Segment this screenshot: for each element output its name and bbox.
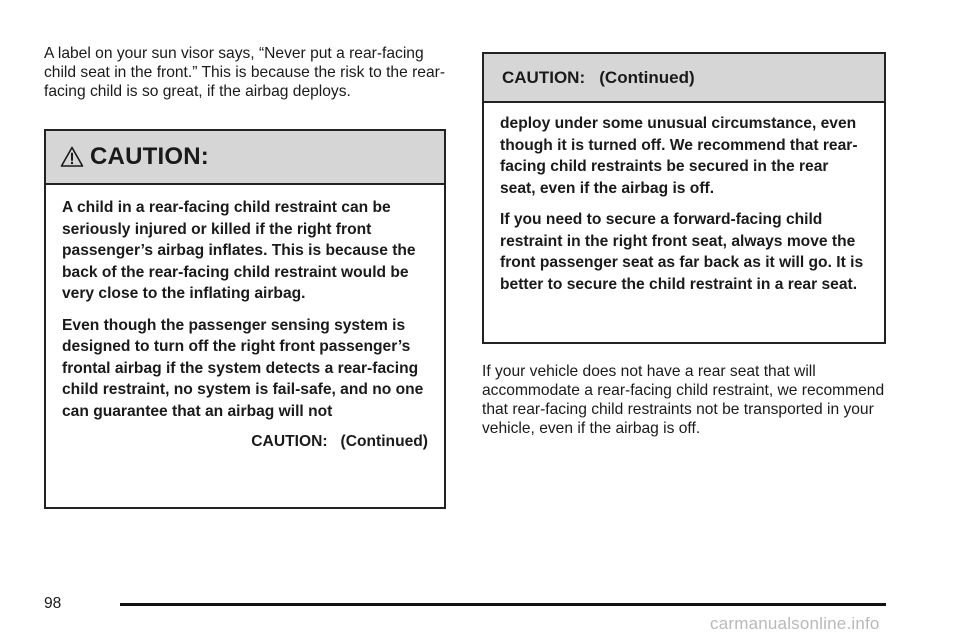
watermark: carmanualsonline.info (710, 614, 880, 633)
footer-rule (120, 603, 886, 606)
caution-paragraph-1: A child in a rear-facing child restraint can be seriously injured or killed if the right front passenger’s airbag inflates. This is because the back of the rear-facing child restraint would be very close to the inflating airbag. (62, 199, 416, 302)
caution-header (46, 131, 444, 185)
right-column (482, 52, 886, 438)
page-number: 98 (44, 595, 62, 612)
caution-continued-body (484, 103, 884, 295)
caution-paragraph-2: Even though the passenger sensing system is designed to turn off the right front passenger’s frontal airbag if the system detects a rear-facing child restraint, no system is fail-safe, and no one can guarantee that an airbag will not (62, 316, 424, 420)
caution-continued-paragraph-2: If you need to secure a forward-facing child restraint in the right front seat, always move the front passenger seat as far back as it will go. It is better to secure the child restraint in a rear seat. (500, 211, 864, 293)
warning-triangle-icon (60, 145, 84, 169)
caution-continued-paragraph-1: deploy under some unusual circumstance, even though it is turned off. We recommend that rear-facing child restraints be secured in the rear seat, even if the airbag is off. (500, 115, 858, 197)
caution-continued-label: CAUTION: (Continued) (251, 433, 428, 450)
caution-title: CAUTION: (90, 143, 209, 170)
body-paragraph: If your vehicle does not have a rear seat that will accommodate a rear-facing child restraint, we recommend that rear-facing child restraints not be transported in your vehicle, even if the airbag is off. (482, 363, 885, 437)
caution-body (46, 185, 444, 452)
left-column (44, 44, 446, 509)
caution-continued-header (484, 54, 884, 103)
intro-paragraph: A label on your sun visor says, “Never put a rear-facing child seat in the front.” This is because the risk to the rear-facing child is so great, if the airbag deploys. (44, 45, 446, 100)
caution-box (44, 129, 446, 509)
caution-continued-title: CAUTION: (Continued) (502, 67, 695, 87)
caution-continued-box (482, 52, 886, 344)
